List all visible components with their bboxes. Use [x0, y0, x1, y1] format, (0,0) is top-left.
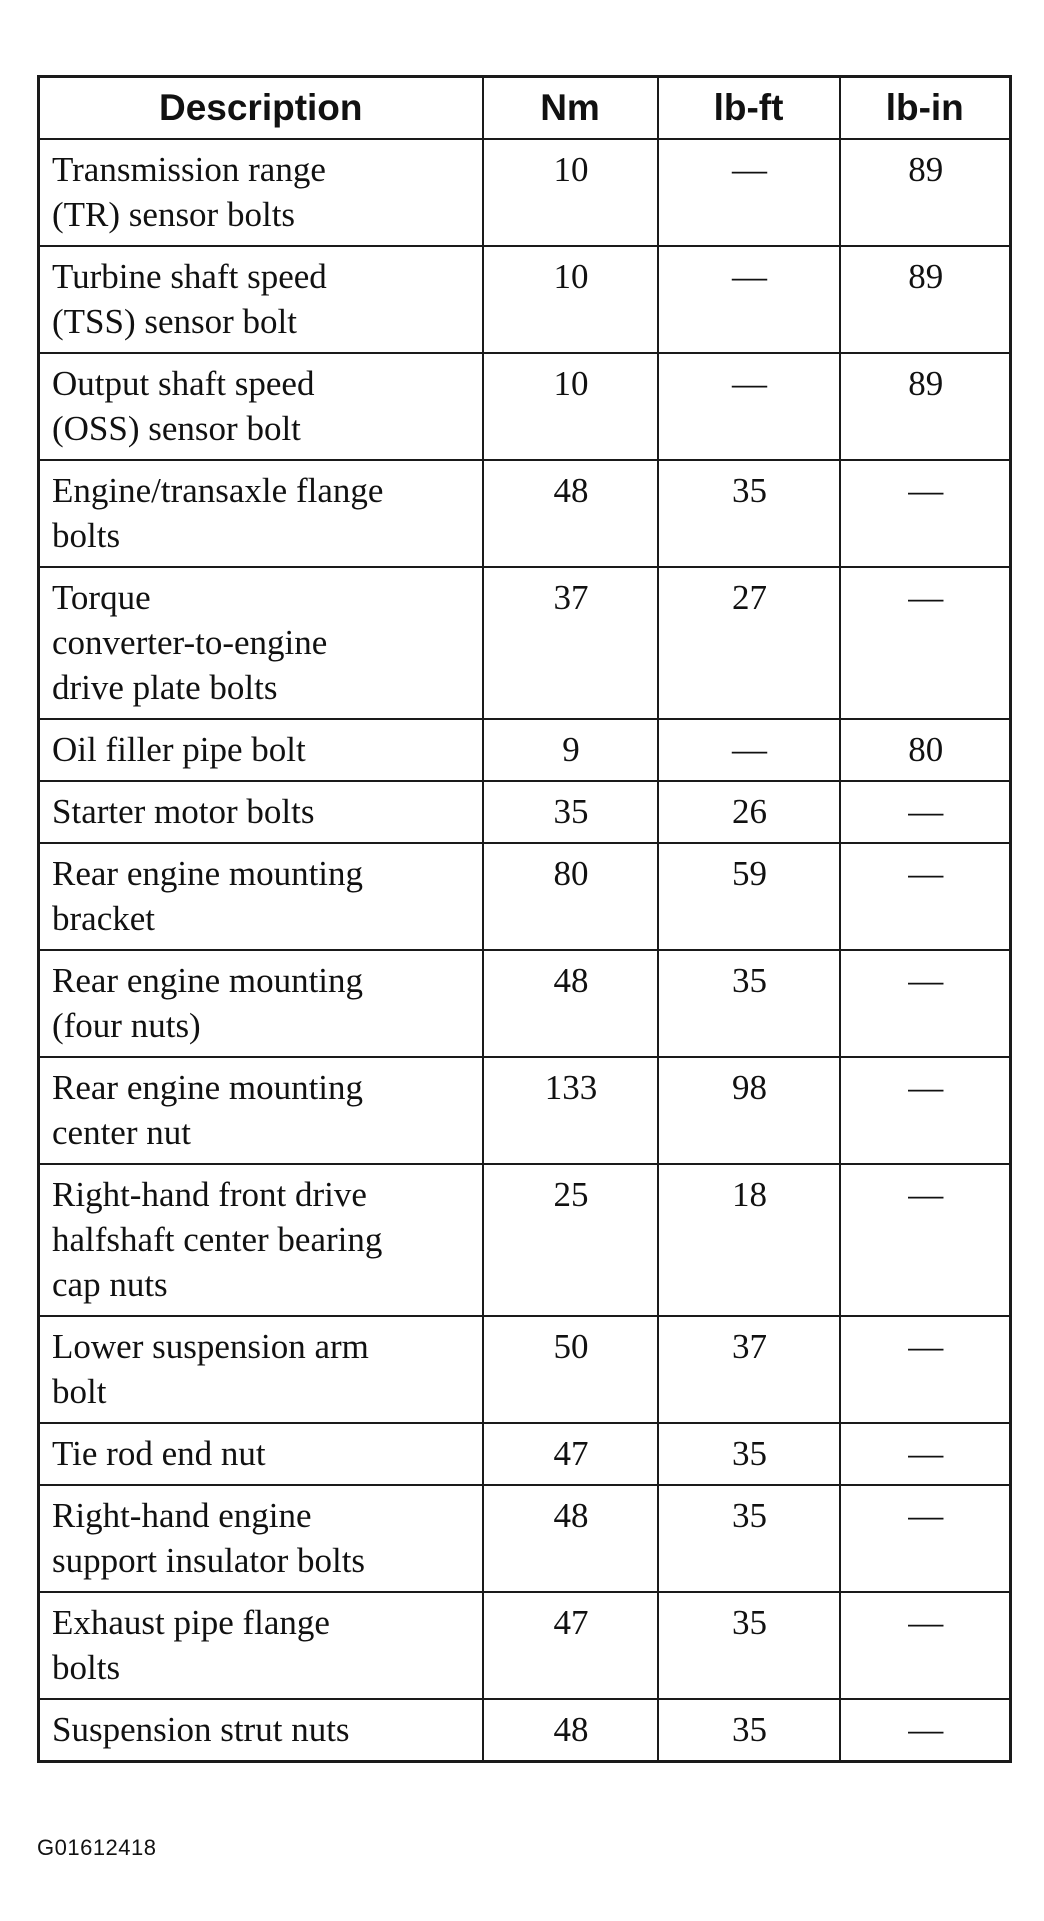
- description-line: (TR) sensor bolts: [52, 194, 296, 234]
- lb-ft-cell: —: [658, 353, 840, 460]
- description-cell: [39, 1485, 483, 1592]
- table-row: [39, 843, 1011, 950]
- lb-ft-cell: 26: [658, 781, 840, 843]
- lb-ft-cell: 59: [658, 843, 840, 950]
- lb-in-cell: —: [840, 1699, 1011, 1762]
- nm-cell: 133: [483, 1057, 658, 1164]
- description-cell: [39, 1592, 483, 1699]
- description-line: bolts: [52, 515, 121, 555]
- figure-id-label: G01612418: [37, 1835, 157, 1860]
- nm-cell: 35: [483, 781, 658, 843]
- description-line: center nut: [52, 1112, 191, 1152]
- nm-cell: 47: [483, 1423, 658, 1485]
- lb-ft-cell: 35: [658, 1485, 840, 1592]
- description-line: Right-hand engine: [52, 1495, 312, 1535]
- table-row: [39, 781, 1011, 843]
- description-cell: [39, 843, 483, 950]
- lb-ft-cell: 98: [658, 1057, 840, 1164]
- table-row: [39, 950, 1011, 1057]
- nm-cell: 37: [483, 567, 658, 719]
- lb-in-cell: 80: [840, 719, 1011, 781]
- table-row: [39, 1057, 1011, 1164]
- description-cell: [39, 1316, 483, 1423]
- table-row: [39, 1423, 1011, 1485]
- table-row: [39, 353, 1011, 460]
- lb-ft-cell: 35: [658, 460, 840, 567]
- lb-in-cell: —: [840, 1485, 1011, 1592]
- description-cell: [39, 1699, 483, 1762]
- description-line: cap nuts: [52, 1264, 168, 1304]
- description-cell: [39, 1423, 483, 1485]
- description-line: (TSS) sensor bolt: [52, 301, 297, 341]
- lb-ft-cell: 27: [658, 567, 840, 719]
- description-line: Oil filler pipe bolt: [52, 729, 306, 769]
- table-row: [39, 246, 1011, 353]
- description-line: Right-hand front drive: [52, 1174, 367, 1214]
- description-line: bolts: [52, 1647, 121, 1687]
- lb-in-cell: 89: [840, 353, 1011, 460]
- table-row: [39, 567, 1011, 719]
- table-row: [39, 1485, 1011, 1592]
- description-line: Exhaust pipe flange: [52, 1602, 330, 1642]
- nm-cell: 10: [483, 246, 658, 353]
- lb-ft-cell: —: [658, 719, 840, 781]
- table-row: [39, 460, 1011, 567]
- table-row: [39, 1164, 1011, 1316]
- table-header-row: [39, 77, 1011, 139]
- lb-in-cell: —: [840, 781, 1011, 843]
- lb-ft-cell: 35: [658, 1699, 840, 1762]
- header-nm: Nm: [483, 77, 658, 139]
- description-cell: [39, 353, 483, 460]
- nm-cell: 10: [483, 353, 658, 460]
- lb-in-cell: —: [840, 1423, 1011, 1485]
- lb-in-cell: —: [840, 950, 1011, 1057]
- description-cell: [39, 719, 483, 781]
- lb-in-cell: —: [840, 1164, 1011, 1316]
- lb-ft-cell: 35: [658, 950, 840, 1057]
- description-cell: [39, 781, 483, 843]
- description-cell: [39, 139, 483, 246]
- description-line: Output shaft speed: [52, 363, 315, 403]
- nm-cell: 48: [483, 950, 658, 1057]
- description-line: (four nuts): [52, 1005, 201, 1045]
- nm-cell: 9: [483, 719, 658, 781]
- table-row: [39, 139, 1011, 246]
- description-line: bracket: [52, 898, 155, 938]
- description-cell: [39, 567, 483, 719]
- description-line: support insulator bolts: [52, 1540, 366, 1580]
- nm-cell: 80: [483, 843, 658, 950]
- description-line: Engine/transaxle flange: [52, 470, 384, 510]
- table-row: [39, 1699, 1011, 1762]
- header-lb-in: lb-in: [840, 77, 1011, 139]
- description-line: Rear engine mounting: [52, 1067, 364, 1107]
- description-cell: [39, 1164, 483, 1316]
- table-body: [39, 139, 1011, 1762]
- header-lb-ft: lb-ft: [658, 77, 840, 139]
- description-cell: [39, 460, 483, 567]
- header-description: Description: [39, 77, 483, 139]
- lb-in-cell: —: [840, 460, 1011, 567]
- nm-cell: 47: [483, 1592, 658, 1699]
- description-cell: [39, 246, 483, 353]
- nm-cell: 25: [483, 1164, 658, 1316]
- lb-ft-cell: 18: [658, 1164, 840, 1316]
- lb-ft-cell: 37: [658, 1316, 840, 1423]
- description-line: Turbine shaft speed: [52, 256, 327, 296]
- lb-in-cell: 89: [840, 139, 1011, 246]
- lb-ft-cell: —: [658, 139, 840, 246]
- nm-cell: 48: [483, 1485, 658, 1592]
- nm-cell: 48: [483, 1699, 658, 1762]
- description-line: Rear engine mounting: [52, 853, 364, 893]
- torque-specification-table: [37, 75, 1012, 1763]
- description-line: Torque: [52, 577, 151, 617]
- description-line: Starter motor bolts: [52, 791, 315, 831]
- lb-in-cell: —: [840, 843, 1011, 950]
- lb-in-cell: —: [840, 567, 1011, 719]
- lb-in-cell: —: [840, 1057, 1011, 1164]
- nm-cell: 50: [483, 1316, 658, 1423]
- lb-in-cell: —: [840, 1316, 1011, 1423]
- table-row: [39, 1316, 1011, 1423]
- description-line: halfshaft center bearing: [52, 1219, 383, 1259]
- description-line: drive plate bolts: [52, 667, 278, 707]
- description-cell: [39, 950, 483, 1057]
- lb-in-cell: 89: [840, 246, 1011, 353]
- description-line: Rear engine mounting: [52, 960, 364, 1000]
- nm-cell: 48: [483, 460, 658, 567]
- description-line: Suspension strut nuts: [52, 1709, 350, 1749]
- table-row: [39, 1592, 1011, 1699]
- nm-cell: 10: [483, 139, 658, 246]
- description-line: bolt: [52, 1371, 107, 1411]
- description-line: converter-to-engine: [52, 622, 328, 662]
- description-line: Transmission range: [52, 149, 326, 189]
- lb-ft-cell: —: [658, 246, 840, 353]
- description-line: (OSS) sensor bolt: [52, 408, 301, 448]
- lb-ft-cell: 35: [658, 1592, 840, 1699]
- description-line: Tie rod end nut: [52, 1433, 266, 1473]
- description-cell: [39, 1057, 483, 1164]
- description-line: Lower suspension arm: [52, 1326, 369, 1366]
- table-row: [39, 719, 1011, 781]
- lb-in-cell: —: [840, 1592, 1011, 1699]
- lb-ft-cell: 35: [658, 1423, 840, 1485]
